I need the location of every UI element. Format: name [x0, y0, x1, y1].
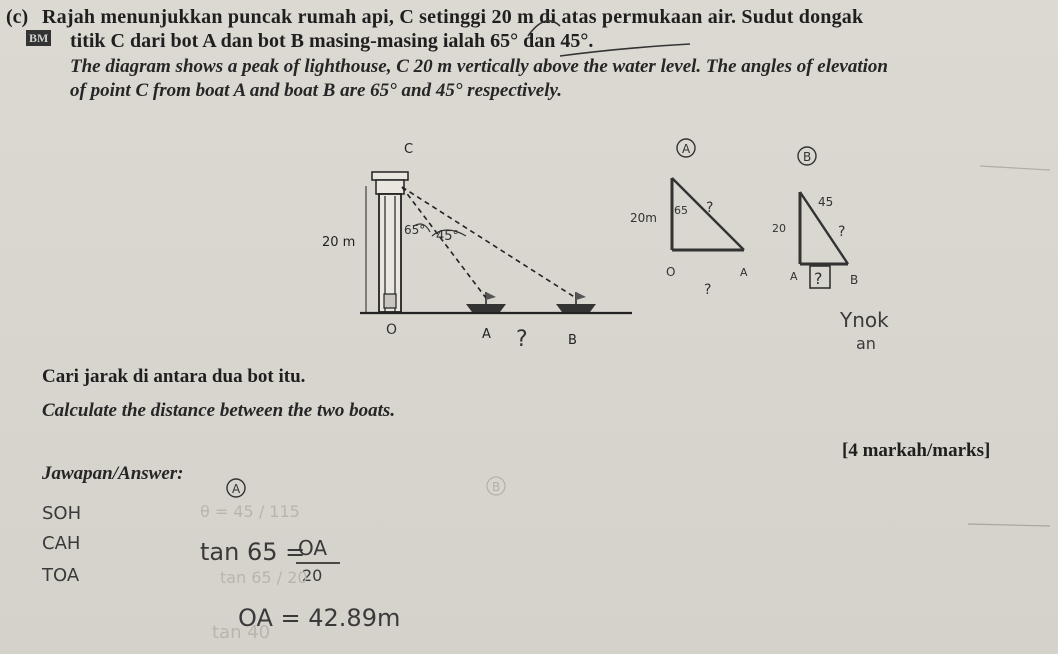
question-english-line2: of point C from boat A and boat B are 65° and 45° respectively.: [70, 80, 562, 101]
tri-b-question: ?: [838, 224, 846, 240]
label-point-a: A: [482, 327, 491, 342]
note-handwritten-2: an: [856, 334, 876, 353]
tri-a-a: A: [740, 266, 748, 279]
label-point-o: O: [386, 322, 398, 338]
tri-a-question: ?: [706, 200, 714, 216]
tri-b-a: A: [790, 270, 798, 283]
task-malay: Cari jarak di antara dua bot itu.: [42, 366, 306, 387]
label-unknown-distance: ?: [516, 327, 528, 352]
tri-a-angle: 65: [674, 204, 688, 217]
lighthouse: [372, 172, 408, 312]
tri-a-o: O: [666, 265, 676, 279]
pencil-mark: [528, 21, 560, 36]
faint-stroke: [980, 166, 1050, 170]
label-height: 20 m: [322, 235, 356, 250]
question-malay-line2: titik C dari bot A dan bot B masing-masing ialah 65° dan 45°.: [70, 30, 594, 52]
circle-a-text: A: [682, 142, 691, 156]
answer-circle-b-text: B: [492, 480, 501, 494]
label-angle-a: 65°: [404, 223, 426, 237]
tri-a-base-question: ?: [704, 282, 712, 298]
note-handwritten-1: Ynok: [840, 308, 889, 332]
sight-line-b: [402, 187, 576, 298]
label-point-b: B: [568, 333, 577, 348]
boat-b: [556, 292, 596, 312]
equation-numerator: OA: [298, 536, 328, 560]
answer-circle-a-text: A: [232, 482, 241, 496]
question-label: (c): [6, 6, 29, 28]
tri-a-height: 20m: [630, 211, 657, 225]
faint-working-1: tan 65 / 20: [220, 568, 308, 587]
marks-label: [4 markah/marks]: [842, 440, 991, 461]
boat-a: [466, 292, 506, 312]
equation-result: OA = 42.89m: [238, 604, 401, 632]
sohcahtoa-cah: CAH: [42, 533, 81, 554]
faint-working-2: tan 40: [212, 622, 271, 643]
task-english: Calculate the distance between the two boats.: [42, 400, 396, 421]
label-angle-b: 45°: [436, 229, 460, 244]
tri-b-b: B: [850, 273, 859, 287]
sohcahtoa-toa: TOA: [42, 565, 80, 586]
circle-b-text: B: [803, 150, 812, 164]
equation-denominator: 20: [302, 566, 323, 585]
answer-label: Jawapan/Answer:: [42, 463, 184, 484]
faint-stroke-2: [968, 524, 1050, 526]
question-english-line1: The diagram shows a peak of lighthouse, C 20 m vertically above the water level. The angles of elevation: [70, 56, 888, 77]
question-malay-line1: Rajah menunjukkan puncak rumah api, C setinggi 20 m di atas permukaan air. Sudut dongak: [42, 6, 864, 28]
sohcahtoa-soh: SOH: [42, 503, 82, 524]
tri-b-base-question: ?: [814, 269, 823, 288]
tri-b-angle: 45: [818, 195, 834, 209]
tri-b-height: 20: [772, 222, 786, 235]
equation-tan65-left: tan 65 =: [200, 538, 306, 566]
pencil-underline: [560, 44, 690, 56]
faint-working-3: θ = 45 / 115: [200, 502, 300, 521]
label-point-c: C: [404, 142, 414, 157]
language-tag: BM: [26, 30, 51, 46]
